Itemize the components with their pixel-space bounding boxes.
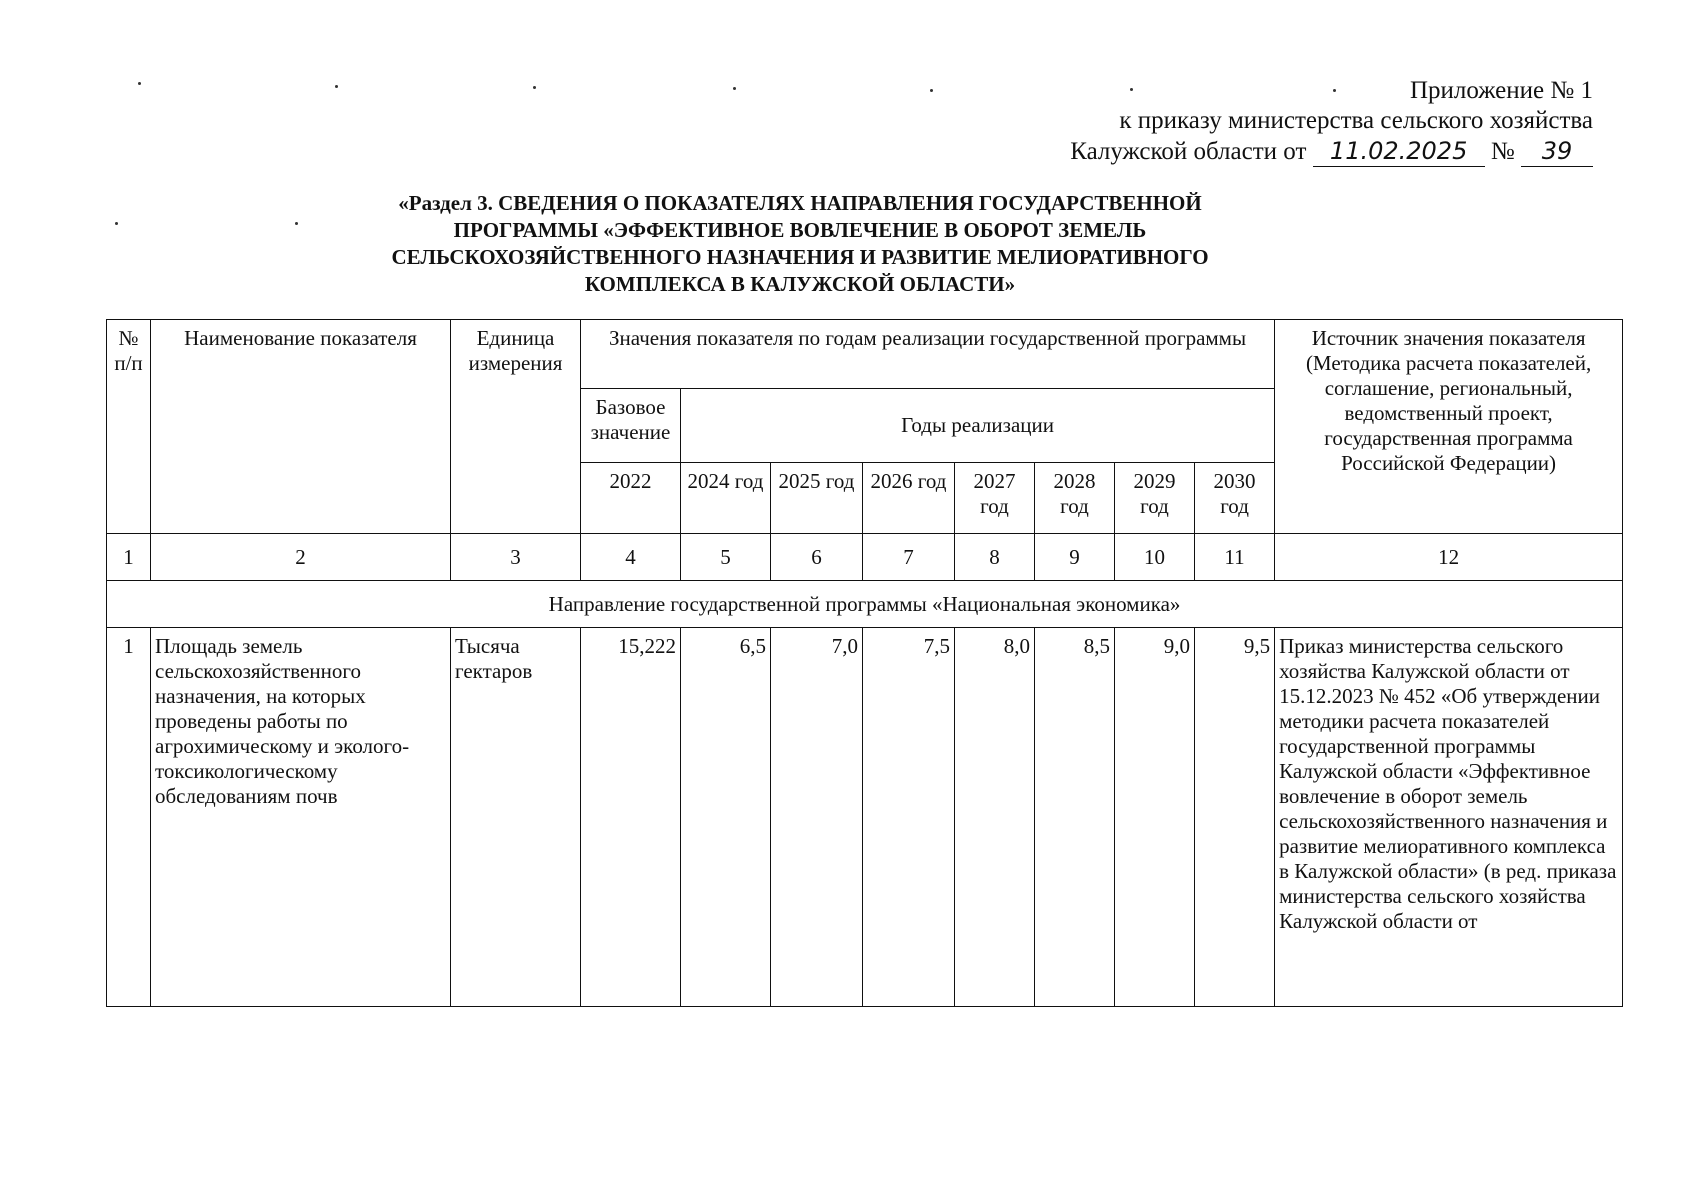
column-number: 6	[771, 534, 863, 581]
scan-speck	[138, 82, 141, 85]
column-number: 1	[107, 534, 151, 581]
table-row	[107, 628, 1623, 1007]
column-number: 11	[1195, 534, 1275, 581]
header-year: 2026 год	[863, 463, 955, 534]
column-number: 4	[581, 534, 681, 581]
approval-block	[1070, 76, 1593, 167]
row-value-2026: 7,5	[863, 628, 955, 1007]
section-title	[300, 190, 1300, 298]
row-value-2024: 6,5	[681, 628, 771, 1007]
title-line-1: «Раздел 3. СВЕДЕНИЯ О ПОКАЗАТЕЛЯХ НАПРАВЛЕНИЯ ГОСУДАРСТВЕННОЙ	[398, 191, 1202, 215]
title-line-4: КОМПЛЕКСА В КАЛУЖСКОЙ ОБЛАСТИ»	[584, 272, 1016, 296]
scan-speck	[1333, 89, 1336, 92]
scan-speck	[295, 222, 298, 225]
row-unit: Тысяча гектаров	[451, 628, 581, 1007]
header-num: № п/п	[107, 320, 151, 534]
section-row: Направление государственной программы «Национальная экономика»	[107, 581, 1623, 628]
column-number: 5	[681, 534, 771, 581]
column-number: 2	[151, 534, 451, 581]
header-unit: Единица измерения	[451, 320, 581, 534]
header-name: Наименование показателя	[151, 320, 451, 534]
column-number: 12	[1275, 534, 1623, 581]
row-value-2025: 7,0	[771, 628, 863, 1007]
approval-line-2: к приказу министерства сельского хозяйства	[1119, 107, 1593, 134]
number-label: №	[1490, 138, 1515, 165]
header-year: 2024 год	[681, 463, 771, 534]
row-base-value: 15,222	[581, 628, 681, 1007]
header-source: Источник значения показателя (Методика расчета показателей, соглашение, региональный, ведомственный проект, государственная программа Российской Федерации)	[1275, 320, 1623, 534]
scan-speck	[733, 87, 736, 90]
column-number: 7	[863, 534, 955, 581]
approval-line-3	[1070, 136, 1593, 167]
row-source: Приказ министерства сельского хозяйства Калужской области от 15.12.2023 № 452 «Об утверждении методики расчета показателей государственной программы Калужской области «Эффективное вовлечение в оборот земель сельскохозяйственного назначения и развитие мелиоративного комплекса в Калужской области» (в ред. приказа министерства сельского хозяйства Калужской области от	[1275, 628, 1623, 1007]
row-value-2027: 8,0	[955, 628, 1035, 1007]
column-number: 9	[1035, 534, 1115, 581]
row-num: 1	[107, 628, 151, 1007]
scan-speck	[1130, 88, 1133, 91]
header-base: Базовое значение	[581, 389, 681, 463]
row-value-2030: 9,5	[1195, 628, 1275, 1007]
handwritten-date: 11.02.2025	[1313, 136, 1485, 167]
header-year: 2028 год	[1035, 463, 1115, 534]
scan-speck	[335, 85, 338, 88]
row-name: Площадь земель сельскохозяйственного назначения, на которых проведены работы по агрохимическому и эколого-токсикологическому обследованиям почв	[151, 628, 451, 1007]
header-year: 2027 год	[955, 463, 1035, 534]
row-value-2028: 8,5	[1035, 628, 1115, 1007]
scan-speck	[533, 86, 536, 89]
approval-prefix: Калужской области от	[1070, 138, 1307, 165]
header-year: 2025 год	[771, 463, 863, 534]
approval-line-1: Приложение № 1	[1409, 77, 1593, 104]
column-number-row	[107, 534, 1623, 581]
scan-speck	[115, 222, 118, 225]
header-year: 2030 год	[1195, 463, 1275, 534]
row-value-2029: 9,0	[1115, 628, 1195, 1007]
column-number: 3	[451, 534, 581, 581]
column-number: 8	[955, 534, 1035, 581]
header-values-group: Значения показателя по годам реализации государственной программы	[581, 320, 1275, 389]
header-years-group: Годы реализации	[681, 389, 1275, 463]
scan-speck	[930, 89, 933, 92]
header-base-year: 2022	[581, 463, 681, 534]
title-line-3: СЕЛЬСКОХОЗЯЙСТВЕННОГО НАЗНАЧЕНИЯ И РАЗВИТИЕ МЕЛИОРАТИВНОГО	[391, 245, 1209, 269]
handwritten-number: 39	[1521, 136, 1593, 167]
header-year: 2029 год	[1115, 463, 1195, 534]
title-line-2: ПРОГРАММЫ «ЭФФЕКТИВНОЕ ВОВЛЕЧЕНИЕ В ОБОРОТ ЗЕМЕЛЬ	[453, 218, 1147, 242]
indicators-table	[106, 319, 1623, 1007]
column-number: 10	[1115, 534, 1195, 581]
